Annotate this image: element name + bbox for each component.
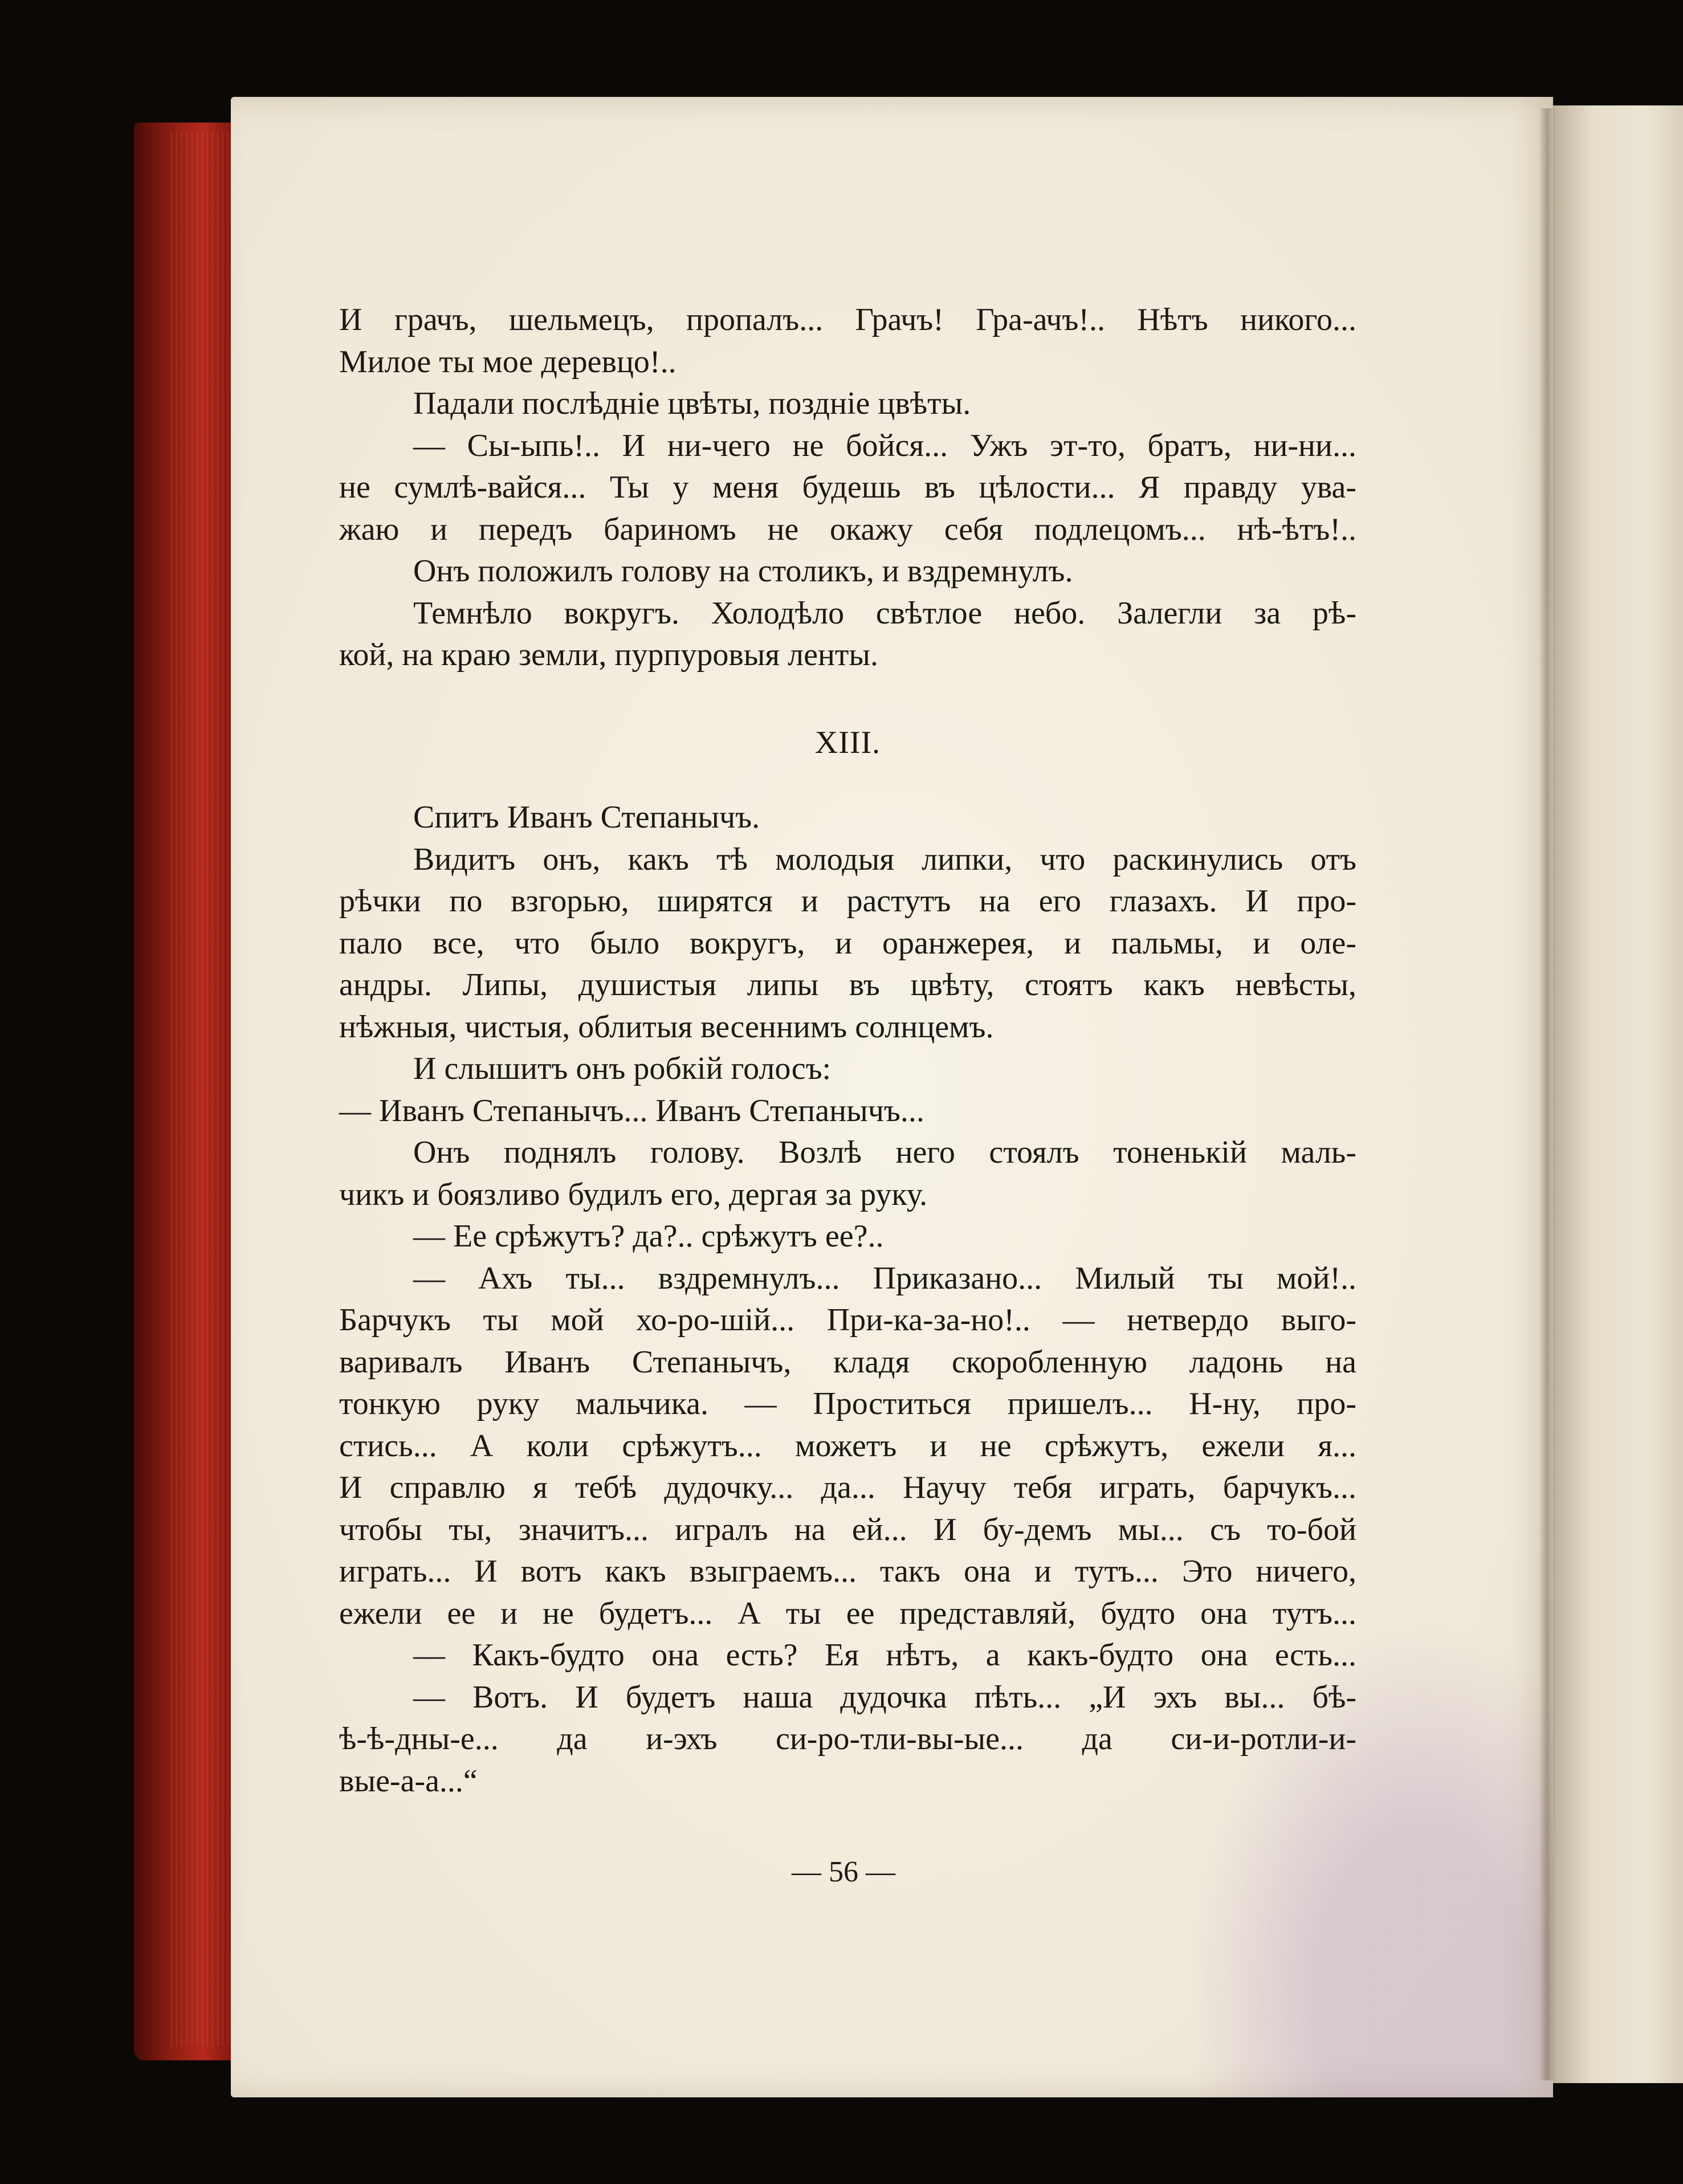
text-line: играть... И вотъ какъ взыграемъ... такъ она и тутъ... Это ничего, — [339, 1554, 1356, 1589]
text-line: Падали послѣдніе цвѣты, поздніе цвѣты. — [413, 386, 971, 421]
text-line: ежели ее и не будетъ... А ты ее представляй, будто она тутъ... — [339, 1595, 1356, 1631]
text-line: — Какъ-будто она есть? Ея нѣтъ, а какъ-будто она есть... — [413, 1637, 1356, 1673]
text-line: Милое ты мое деревцо!.. — [339, 344, 677, 380]
text-line: андры. Липы, душистыя липы въ цвѣту, стоятъ какъ невѣсты, — [339, 967, 1356, 1003]
text-line: пало все, что было вокругъ, и оранжерея, и пальмы, и оле- — [339, 925, 1356, 961]
text-line: чикъ и боязливо будилъ его, дергая за руку. — [339, 1176, 928, 1212]
text-line: стись... А коли срѣжутъ... можетъ и не срѣжутъ, ежели я... — [339, 1428, 1356, 1464]
text-line: Онъ положилъ голову на столикъ, и вздремнулъ. — [413, 553, 1073, 589]
text-line: — Ее срѣжутъ? да?.. срѣжутъ ее?.. — [413, 1219, 884, 1254]
text-line: варивалъ Иванъ Степанычъ, кладя скоробленную ладонь на — [339, 1344, 1356, 1380]
text-line: Темнѣло вокругъ. Холодѣло свѣтлое небо. Залегли за рѣ- — [413, 595, 1356, 631]
text-line: — Вотъ. И будетъ наша дудочка пѣть... „И эхъ вы... бѣ- — [413, 1679, 1356, 1715]
text-line: нѣжныя, чистыя, облитыя весеннимъ солнцемъ. — [339, 1009, 994, 1045]
text-line: Видитъ онъ, какъ тѣ молодыя липки, что раскинулись отъ — [413, 841, 1356, 877]
page-edge-lines — [171, 131, 239, 2046]
book-spine-shadow — [1539, 108, 1556, 2080]
text-line: кой, на краю земли, пурпуровыя ленты. — [339, 637, 879, 673]
text-line: чтобы ты, значитъ... игралъ на ей... И бу-демъ мы... съ то-бой — [339, 1511, 1356, 1547]
text-line: Онъ поднялъ голову. Возлѣ него стоялъ тоненькій маль- — [413, 1135, 1356, 1170]
text-line: — Сы-ыпь!.. И ни-чего не бойся... Ужъ эт-то, братъ, ни-ни... — [413, 427, 1356, 463]
text-line: И справлю я тебѣ дудочку... да... Научу тебя играть, барчукъ... — [339, 1470, 1356, 1505]
facing-page — [1553, 105, 1683, 2083]
chapter-heading: XIII. — [814, 724, 881, 760]
page-number: — 56 — — [792, 1856, 895, 1888]
text-line: жаю и передъ бариномъ не окажу себя подлецомъ... нѣ-ѣтъ!.. — [339, 511, 1356, 547]
text-line: — Иванъ Степанычъ... Иванъ Степанычъ... — [339, 1093, 924, 1128]
text-line: И грачъ, шельмецъ, пропалъ... Грачъ! Гра-ачъ!.. Нѣтъ никого... — [339, 302, 1356, 337]
text-line: ѣ-ѣ-дны-е... да и-эхъ си-ро-тли-вы-ые... да си-и-ротли-и- — [339, 1721, 1356, 1757]
text-line: И слышитъ онъ робкій голосъ: — [413, 1051, 832, 1086]
text-line: Барчукъ ты мой хо-ро-шій... При-ка-за-но!.. — нетвердо выго- — [339, 1302, 1356, 1338]
text-line: вые-а-а...“ — [339, 1763, 478, 1799]
text-line: Спитъ Иванъ Степанычъ. — [413, 800, 760, 835]
text-line: рѣчки по взгорью, ширятся и растутъ на его глазахъ. И про- — [339, 883, 1356, 919]
page-text — [339, 299, 1356, 1802]
text-line: не сумлѣ-вайся... Ты у меня будешь въ цѣлости... Я правду ува- — [339, 470, 1356, 505]
text-line: тонкую руку мальчика. — Проститься пришелъ... Н-ну, про- — [339, 1386, 1356, 1421]
text-line: — Ахъ ты... вздремнулъ... Приказано... Милый ты мой!.. — [413, 1260, 1356, 1296]
